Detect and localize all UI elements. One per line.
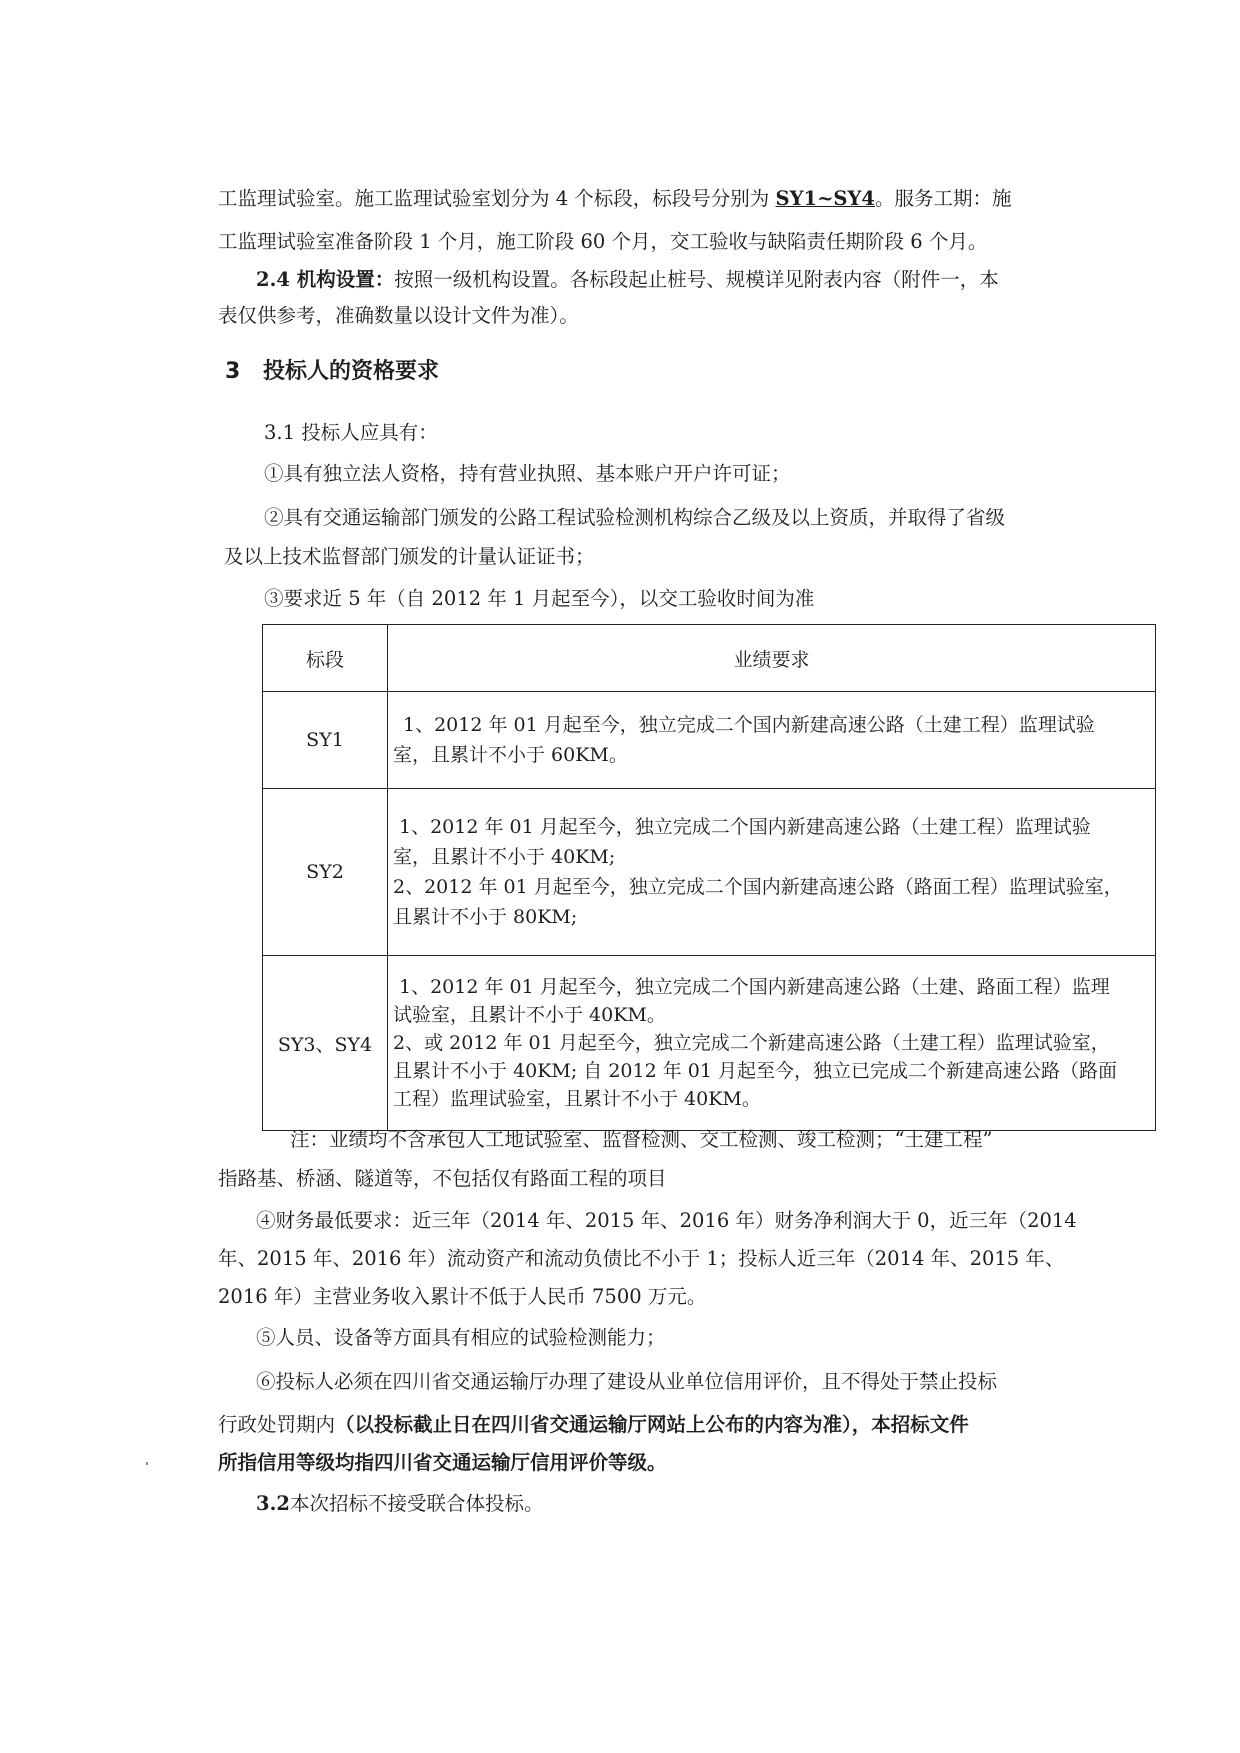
emphasis-text: （以投标截止日在四川省交通运输厅网站上公布的内容为准），本招标文件 [335, 1413, 969, 1436]
paragraph-line [218, 186, 1051, 212]
table-row [263, 692, 1156, 789]
performance-table [262, 624, 1156, 1131]
table-cell-section: SY1 [263, 692, 388, 789]
table-cell-section: SY3、SY4 [263, 956, 388, 1131]
requirement-line: 工程）监理试验室，且累计不小于 40KM。 [393, 1088, 761, 1110]
table-cell-requirement [388, 692, 1156, 789]
heading-title: 投标人的资格要求 [263, 359, 440, 384]
section-heading [225, 357, 439, 387]
list-item-continuation: 2016 年）主营业务收入累计不低于人民币 7500 万元。 [218, 1285, 707, 1308]
requirement-line: 2、或 2012 年 01 月起至今，独立完成二个新建高速公路（土建工程）监理试验室， [393, 1032, 1110, 1054]
list-item: ⑥投标人必须在四川省交通运输厅办理了建设从业单位信用评价，且不得处于禁止投标 [256, 1370, 998, 1393]
table-header-row [263, 625, 1156, 692]
list-item: ②具有交通运输部门颁发的公路工程试验检测机构综合乙级及以上资质，并取得了省级 [264, 506, 1006, 529]
requirement-line: 试验室，且累计不小于 40KM。 [393, 1004, 666, 1026]
section-range: SY1~SY4 [775, 187, 875, 210]
subsection-2-4: 2.4 机构设置：按照一级机构设置。各标段起止桩号、规模详见附表内容（附件一，本 [256, 268, 999, 291]
emphasis-text: 所指信用等级均指四川省交通运输厅信用评价等级。 [218, 1451, 667, 1474]
scan-speck [146, 1462, 148, 1465]
table-row [263, 956, 1156, 1131]
table-cell-requirement [388, 956, 1156, 1131]
requirement-line: 室，且累计不小于 60KM。 [393, 744, 628, 766]
list-item-continuation: 年、2015 年、2016 年）流动资产和流动负债比不小于 1；投标人近三年（2014 年、2015 年、 [218, 1247, 1065, 1270]
list-item: ①具有独立法人资格，持有营业执照、基本账户开户许可证； [264, 462, 791, 485]
subsection-3-2: 3.2本次招标不接受联合体投标。 [256, 1492, 544, 1515]
table-cell-requirement [388, 789, 1156, 956]
list-item: ⑤人员、设备等方面具有相应的试验检测能力； [256, 1326, 666, 1349]
list-item-continuation: 及以上技术监督部门颁发的计量认证证书； [224, 545, 595, 568]
text-segment: 工监理试验室。施工监理试验室划分为 4 个标段，标段号分别为 SY1~SY4。服务工期：施 [218, 187, 1012, 210]
table-header-cell: 业绩要求 [388, 625, 1156, 692]
subsection-label: 2.4 机构设置： [256, 268, 395, 291]
requirement-line: 1、2012 年 01 月起至今，独立完成二个国内新建高速公路（土建、路面工程）监理 [399, 976, 1110, 998]
table-note: 注：业绩均不含承包人工地试验室、监督检测、交工检测、竣工检测；“土建工程” [290, 1128, 993, 1151]
subsection-label: 3.2 [256, 1492, 290, 1515]
table-note-continuation: 指路基、桥涵、隧道等，不包括仅有路面工程的项目 [218, 1167, 667, 1190]
requirement-line: 1、2012 年 01 月起至今，独立完成二个国内新建高速公路（土建工程）监理试验 [399, 816, 1091, 838]
paragraph-line: 表仅供参考，准确数量以设计文件为准）。 [218, 304, 579, 327]
list-item: ④财务最低要求：近三年（2014 年、2015 年、2016 年）财务净利润大于 0，近三年（2014 [256, 1209, 1077, 1232]
paragraph-line: 工监理试验室准备阶段 1 个月，施工阶段 60 个月，交工验收与缺陷责任期阶段 6 个月。 [218, 230, 988, 253]
requirement-line: 室，且累计不小于 40KM; [393, 846, 616, 868]
table-cell-section: SY2 [263, 789, 388, 956]
subsection-3-1: 3.1 投标人应具有： [264, 421, 438, 444]
requirement-line: 2、2012 年 01 月起至今，独立完成二个国内新建高速公路（路面工程）监理试验室， [393, 876, 1123, 898]
requirement-line: 且累计不小于 40KM; 自 2012 年 01 月起至今，独立已完成二个新建高速公路（路面 [393, 1060, 1117, 1082]
table-header-cell: 标段 [263, 625, 388, 692]
list-item: ③要求近 5 年（自 2012 年 1 月起至今），以交工验收时间为准 [264, 587, 815, 610]
heading-number: 3 [225, 359, 241, 384]
requirement-line: 且累计不小于 80KM; [393, 906, 578, 928]
requirement-line: 1、2012 年 01 月起至今，独立完成二个国内新建高速公路（土建工程）监理试验 [403, 714, 1095, 736]
list-item-continuation: 行政处罚期内（以投标截止日在四川省交通运输厅网站上公布的内容为准），本招标文件 [218, 1413, 969, 1436]
table-row [263, 789, 1156, 956]
